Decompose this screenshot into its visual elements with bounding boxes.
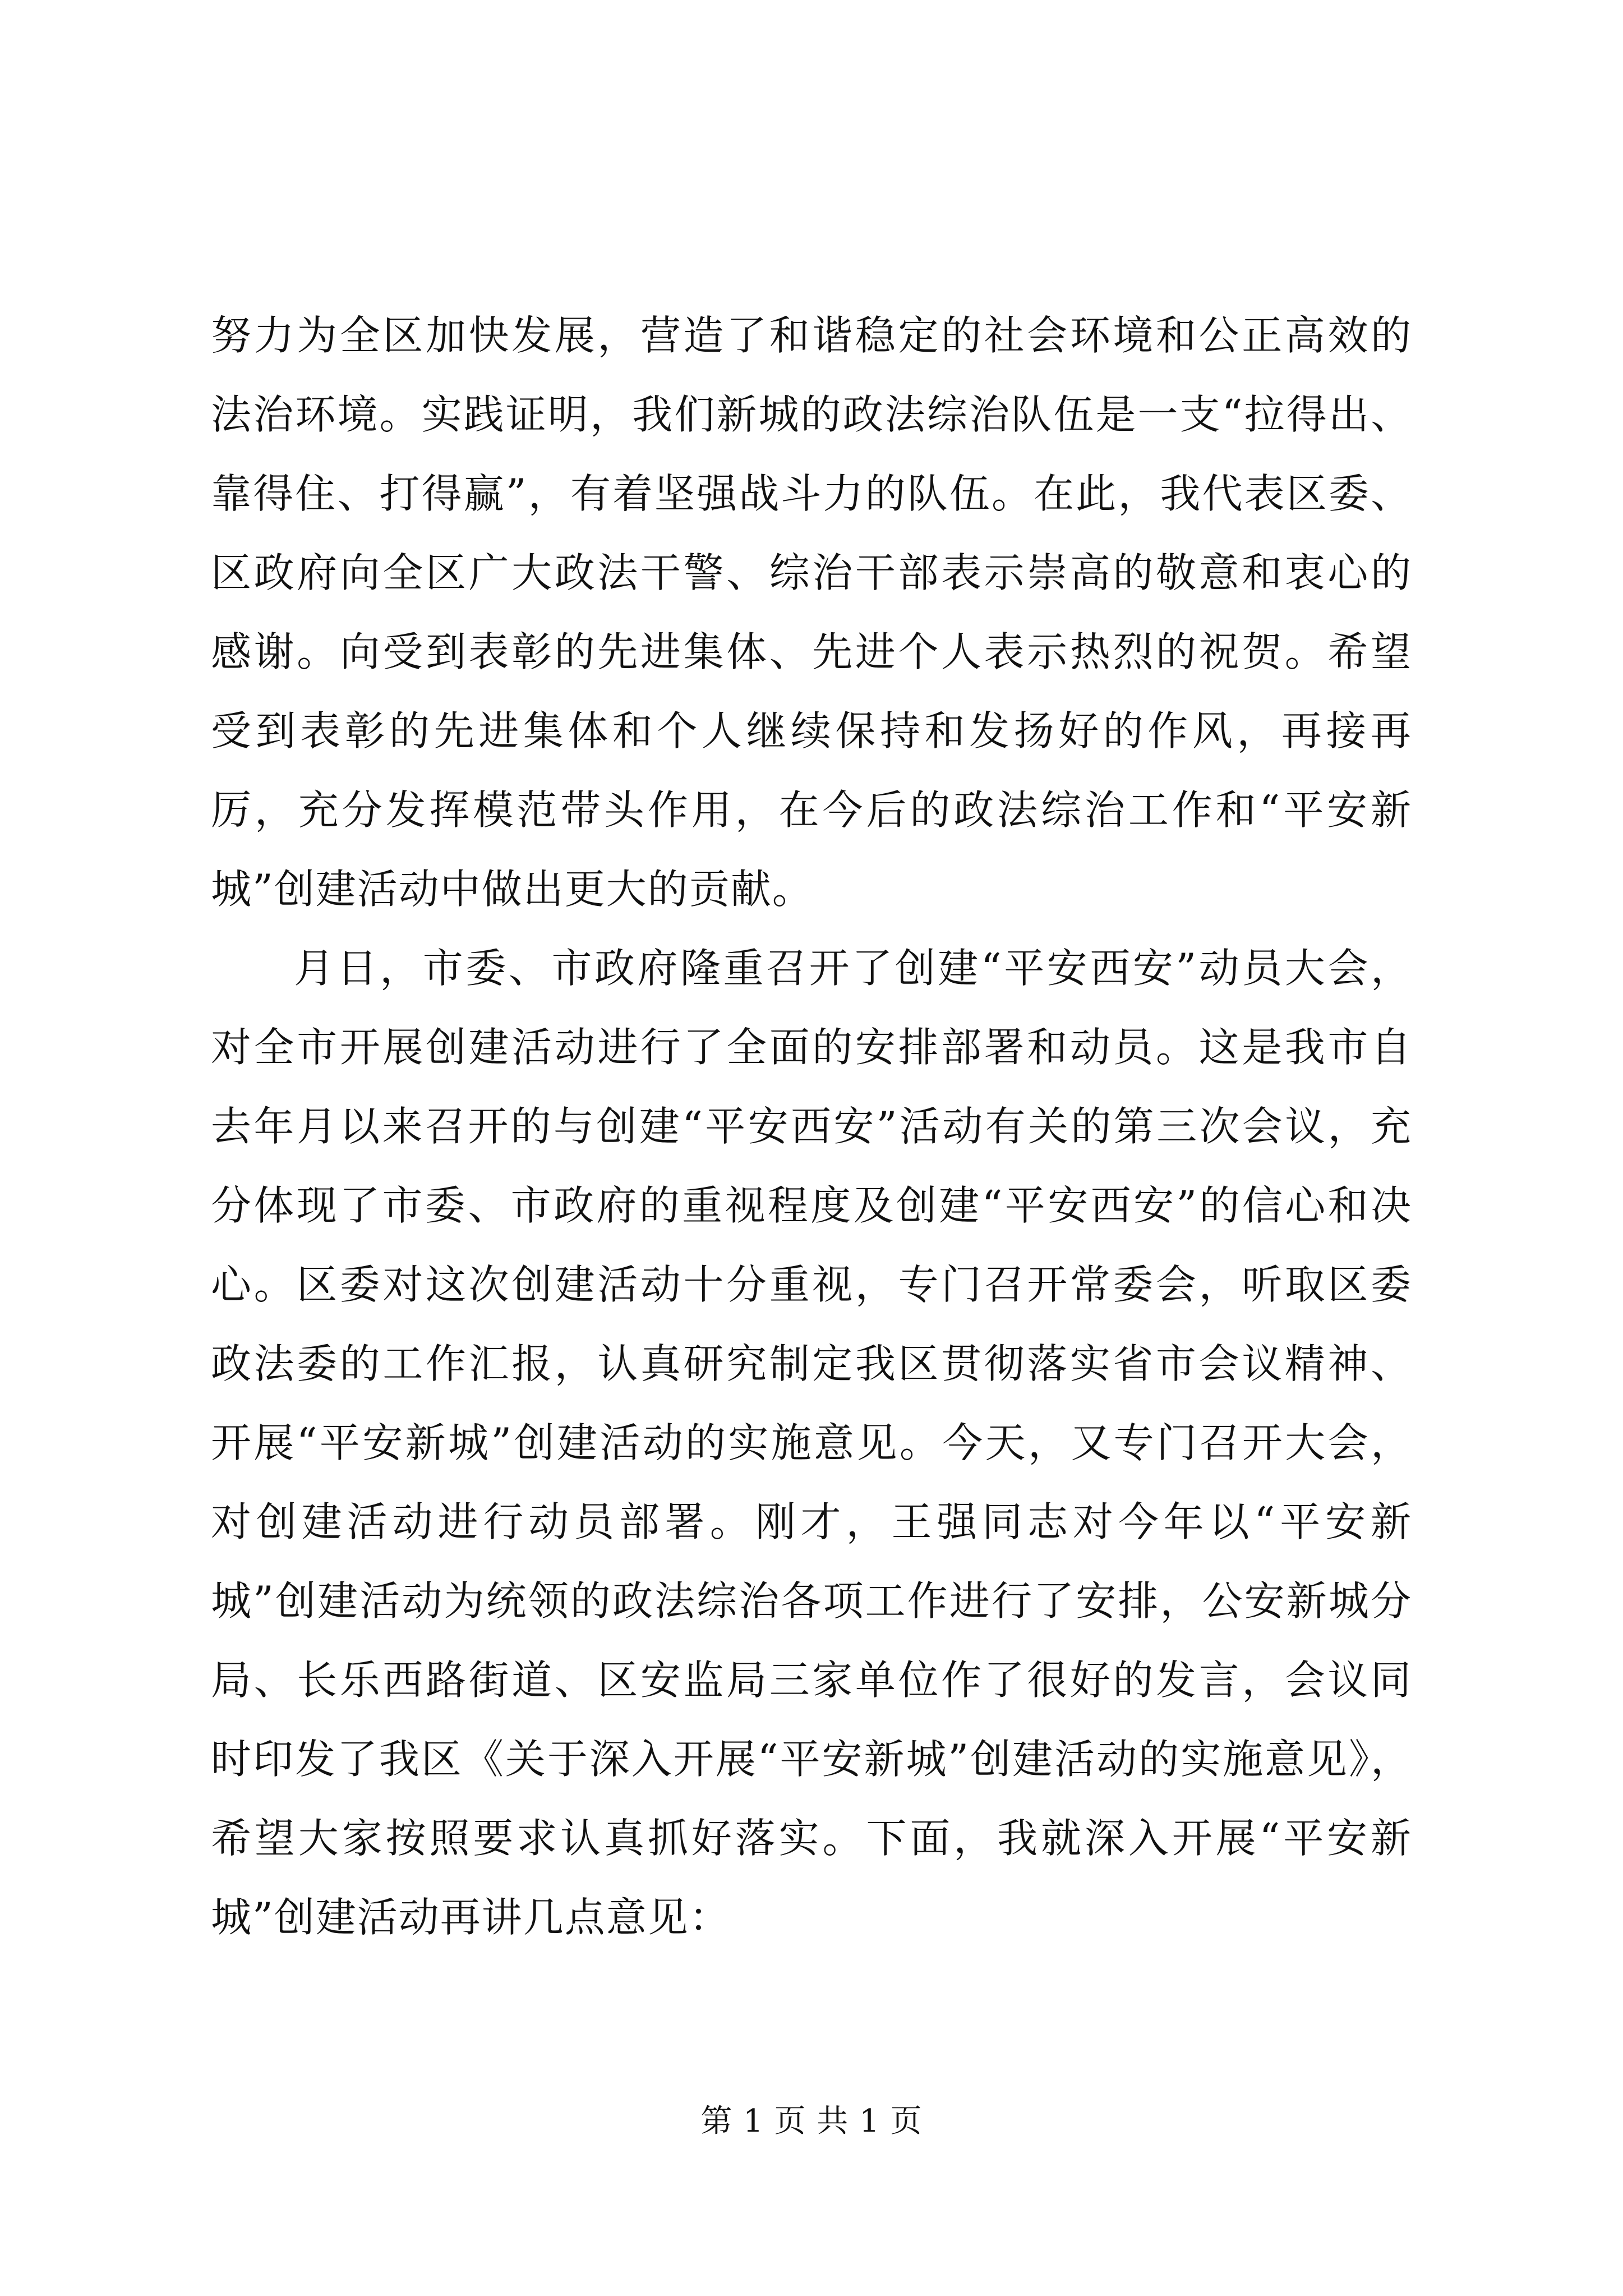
page-footer: 第 1 页 共 1 页 xyxy=(700,2103,923,2139)
document-body xyxy=(211,296,1412,1957)
paragraph-continued: 努力为全区加快发展，营造了和谐稳定的社会环境和公正高效的法治环境。实践证明，我们新城的政法综治队伍是一支“拉得出、靠得住、打得赢”，有着坚强战斗力的队伍。在此，我代表区委、区政府向全区广大政法干警、综治干部表示崇高的敬意和衷心的感谢。向受到表彰的先进集体、先进个人表示热烈的祝贺。希望受到表彰的先进集体和个人继续保持和发扬好的作风，再接再厉，充分发挥模范带头作用，在今后的政法综治工作和“平安新城”创建活动中做出更大的贡献。 xyxy=(211,312,1412,913)
paragraph-meeting: 月日，市委、市政府隆重召开了创建“平安西安”动员大会，对全市开展创建活动进行了全面的安排部署和动员。这是我市自去年月以来召开的与创建“平安西安”活动有关的第三次会议，充分体现了市委、市政府的重视程度及创建“平安西安”的信心和决心。区委对这次创建活动十分重视，专门召开常委会，听取区委政法委的工作汇报，认真研究制定我区贯彻落实省市会议精神、开展“平安新城”创建活动的实施意见。今天，又专门召开大会，对创建活动进行动员部署。刚才，王强同志对今年以“平安新城”创建活动为统领的政法综治各项工作进行了安排，公安新城分局、长乐西路街道、区安监局三家单位作了很好的发言，会议同时印发了我区《关于深入开展“平安新城”创建活动的实施意见》，希望大家按照要求认真抓好落实。下面，我就深入开展“平安新城”创建活动再讲几点意见： xyxy=(211,945,1412,1941)
